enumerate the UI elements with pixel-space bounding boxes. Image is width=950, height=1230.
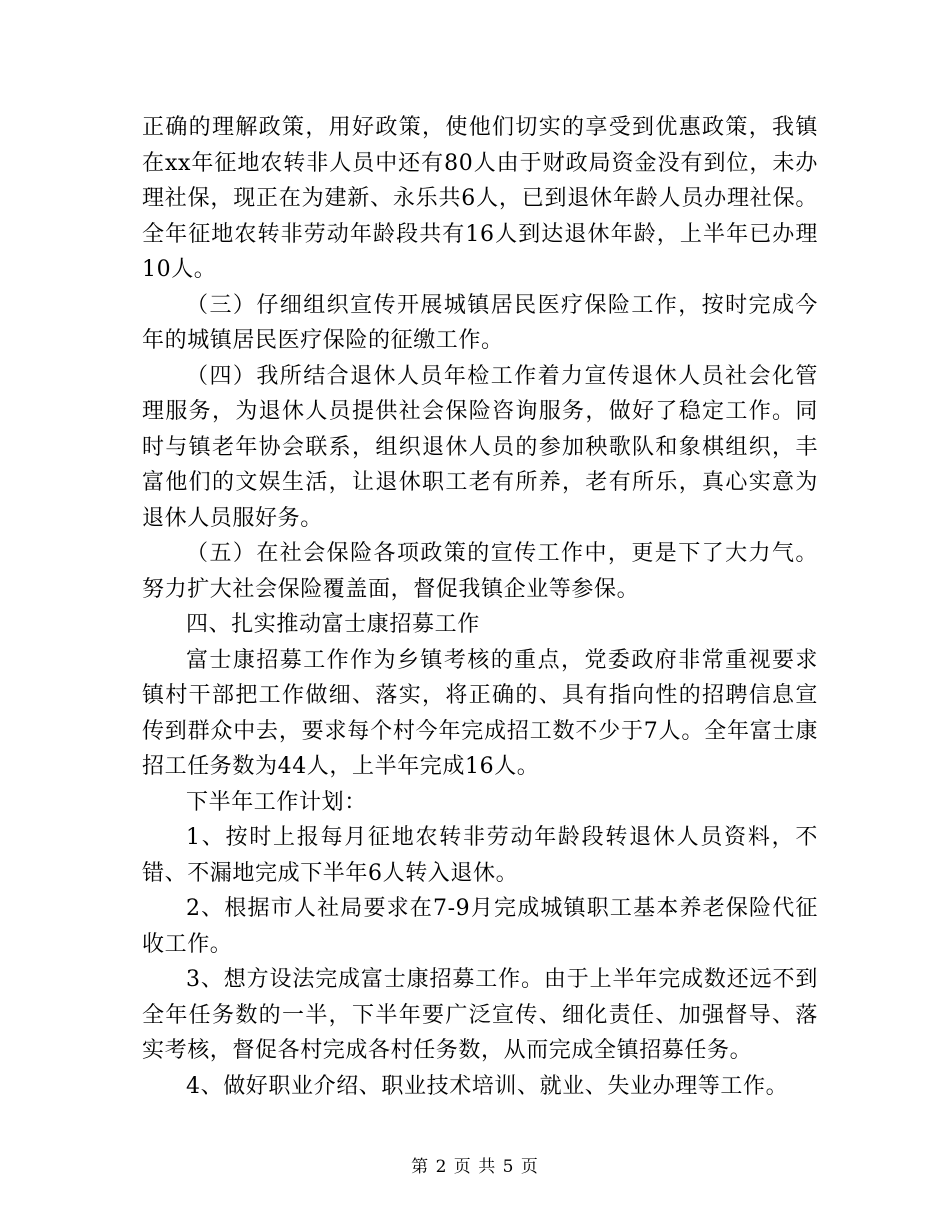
paragraph-2: （三）仔细组织宣传开展城镇居民医疗保险工作，按时完成今年的城镇居民医疗保险的征缴工作。 [142, 292, 818, 353]
plan-heading: 下半年工作计划： [186, 789, 367, 815]
plan-item-2: 2、根据市人社局要求在7-9月完成城镇职工基本养老保险代征收工作。 [142, 896, 818, 957]
plan-item-4: 4、做好职业介绍、职业技术培训、就业、失业办理等工作。 [186, 1073, 789, 1099]
paragraph-3: （四）我所结合退休人员年检工作着力宣传退休人员社会化管理服务，为退休人员提供社会保险咨询服务，做好了稳定工作。同时与镇老年协会联系，组织退休人员的参加秧歌队和象棋组织，丰富他们的文娱生活，让退休职工老有所养，老有所乐，真心实意为退休人员服好务。 [142, 363, 818, 531]
document-body [142, 110, 818, 1104]
page-number-footer: 第 2 页 共 5 页 [411, 1157, 539, 1177]
plan-item-1: 1、按时上报每月征地农转非劳动年龄段转退休人员资料，不错、不漏地完成下半年6人转入退休。 [142, 825, 818, 886]
plan-item-3: 3、想方设法完成富士康招募工作。由于上半年完成数还远不到全年任务数的一半，下半年要广泛宣传、细化责任、加强督导、落实考核，督促各村完成各村任务数，从而完成全镇招募任务。 [142, 967, 818, 1063]
paragraph-4: （五）在社会保险各项政策的宣传工作中，更是下了大力气。努力扩大社会保险覆盖面，督促我镇企业等参保。 [142, 541, 818, 602]
section-heading-4: 四、扎实推动富士康招募工作 [186, 612, 480, 637]
paragraph-6: 富士康招募工作作为乡镇考核的重点，党委政府非常重视要求镇村干部把工作做细、落实，将正确的、具有指向性的招聘信息宣传到群众中去，要求每个村今年完成招工数不少于7人。全年富士康招工任务数为44人，上半年完成16人。 [142, 647, 818, 779]
paragraph-1: 正确的理解政策，用好政策，使他们切实的享受到优惠政策，我镇在xx年征地农转非人员中还有80人由于财政局资金没有到位，未办理社保，现正在为建新、永乐共6人，已到退休年龄人员办理社保。全年征地农转非劳动年龄段共有16人到达退休年龄，上半年已办理10人。 [142, 115, 818, 282]
